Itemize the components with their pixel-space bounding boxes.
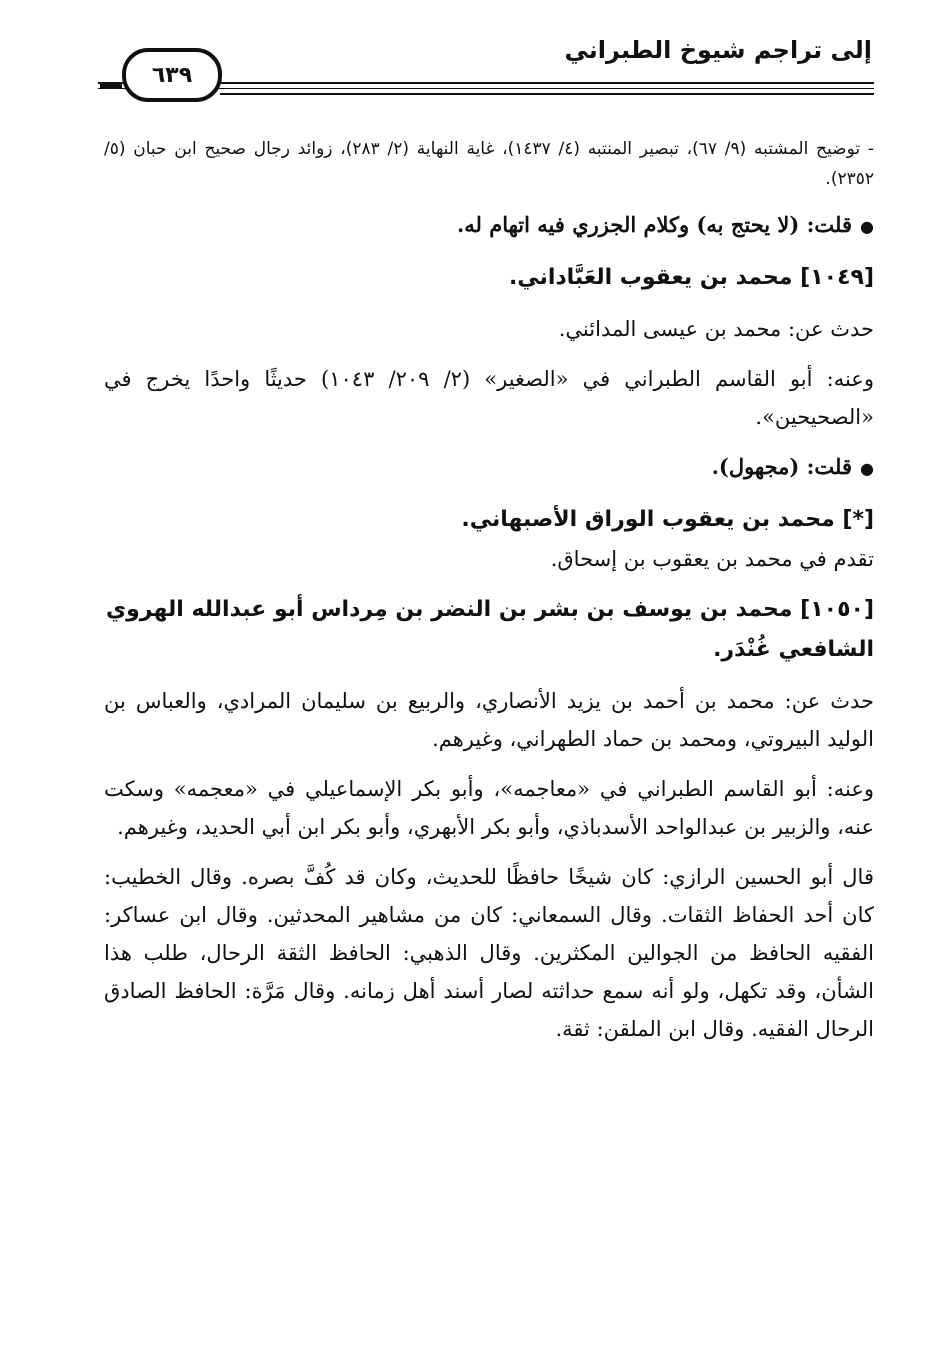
entry-star-text: تقدم في محمد بن يعقوب بن إسحاق. bbox=[550, 547, 874, 571]
entry-1049-by: وعنه: أبو القاسم الطبراني في «الصغير» (٢/ ٢٠٩/ ١٠٤٣) حديثًا واحدًا يخرج في «الصحيحين». bbox=[104, 367, 874, 429]
running-header-title: إلى تراجم شيوخ الطبراني bbox=[564, 36, 872, 64]
page-number: ٦٣٩ bbox=[151, 62, 193, 88]
page-number-badge bbox=[122, 48, 222, 102]
entry-heading-1050: [١٠٥٠] محمد بن يوسف بن بشر بن النضر بن مِرداس أبو عبدالله الهروي الشافعي غُنْدَر. bbox=[105, 597, 874, 662]
note-paragraph: ● قلت: (لا يحتج به) وكلام الجزري فيه اتهام له. bbox=[104, 206, 874, 246]
page-content bbox=[104, 134, 874, 1048]
entry-heading-1049: [١٠٤٩] محمد بن يعقوب العَبَّاداني. bbox=[508, 265, 874, 290]
entry-1050-by: وعنه: أبو القاسم الطبراني في «معاجمه»، وأبو بكر الإسماعيلي في «معجمه» وسكت عنه، والزبير بن عبدالواحد الأسدباذي، وأبو بكر الأبهري، وأبو بكر ابن أبي الحديد، وغيرهم. bbox=[104, 777, 874, 839]
entry-1050-said: قال أبو الحسين الرازي: كان شيخًا حافظًا للحديث، وكان قد كُفَّ بصره. وقال الخطيب: كان أحد الحفاظ الثقات. وقال السمعاني: كان من مشاهير المحدثين. وقال ابن عساكر: الفقيه الحافظ من الجوالين المكثرين. وقال الذهبي: الحافظ الثقة الرحال، طلب هذا الشأن، وقد تكهل، ولو أنه سمع حداثته لصار أسند أهل زمانه. وقال مَرَّة: الحافظ الصادق الرحال الفقيه. وقال ابن الملقن: ثقة. bbox=[104, 865, 874, 1041]
entry-1049-note: ● قلت: (مجهول). bbox=[104, 448, 874, 488]
entry-1050-from: حدث عن: محمد بن أحمد بن يزيد الأنصاري، والربيع بن سليمان المرادي، والعباس بن الوليد البيروتي، ومحمد بن حماد الطهراني، وغيرهم. bbox=[104, 689, 874, 751]
header-rule-left bbox=[100, 84, 122, 88]
header-rule-lower bbox=[220, 93, 874, 95]
footnote-continuation: - توضيح المشتبه (٩/ ٦٧)، تبصير المنتبه (٤/ ١٤٣٧)، غاية النهاية (٢/ ٢٨٣)، زوائد رجال صحيح ابن حبان (٥/ ٢٣٥٢). bbox=[104, 139, 874, 189]
entry-1049-from: حدث عن: محمد بن عيسى المدائني. bbox=[558, 317, 874, 341]
entry-heading-star: [*] محمد بن يعقوب الوراق الأصبهاني. bbox=[461, 507, 874, 532]
